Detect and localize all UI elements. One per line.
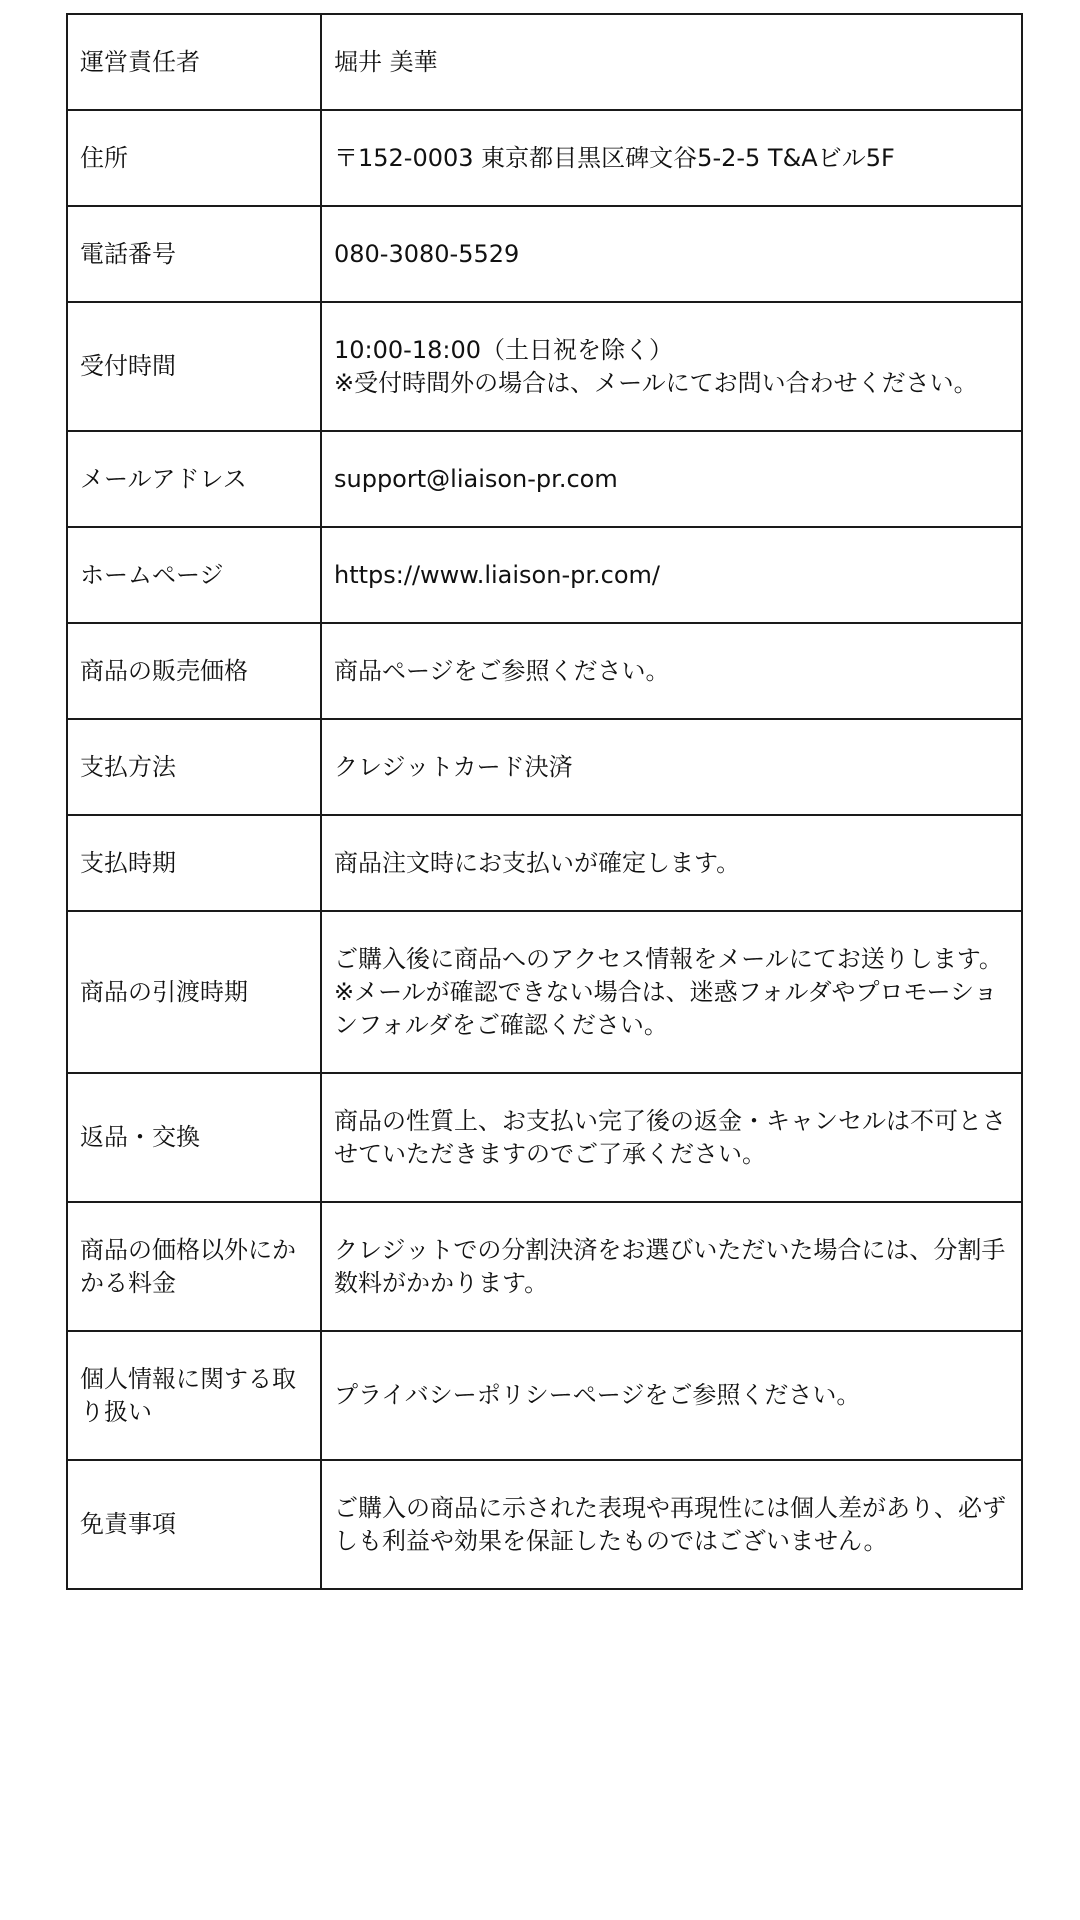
table-row bbox=[67, 110, 1022, 206]
row-value bbox=[321, 431, 1022, 527]
table-row bbox=[67, 815, 1022, 911]
table-row bbox=[67, 911, 1022, 1073]
row-value bbox=[321, 1073, 1022, 1202]
value-text: 堀井 美華 bbox=[334, 47, 438, 76]
value-text: ご購入の商品に示された表現や再現性には個人差があり、必ずしも利益や効果を保証したものではございません。 bbox=[334, 1493, 1006, 1555]
table-row bbox=[67, 1331, 1022, 1460]
row-label: 電話番号 bbox=[67, 206, 321, 302]
row-value bbox=[321, 527, 1022, 623]
value-text: 商品の性質上、お支払い完了後の返金・キャンセルは不可とさせていただきますのでご了承ください。 bbox=[334, 1106, 1006, 1168]
homepage-link[interactable]: https://www.liaison-pr.com/ bbox=[334, 560, 660, 589]
value-text: 商品ページをご参照ください。 bbox=[334, 656, 670, 685]
row-label: 運営責任者 bbox=[67, 14, 321, 110]
row-label: 個人情報に関する取り扱い bbox=[67, 1331, 321, 1460]
value-text: 10:00-18:00（土日祝を除く） bbox=[334, 335, 673, 364]
row-value bbox=[321, 1202, 1022, 1331]
value-text: 〒152-0003 東京都目黒区碑文谷5-2-5 T&Aビル5F bbox=[334, 143, 895, 172]
table-row bbox=[67, 527, 1022, 623]
row-label: ホームページ bbox=[67, 527, 321, 623]
email-link[interactable]: support@liaison-pr.com bbox=[334, 464, 618, 493]
table-row bbox=[67, 1460, 1022, 1589]
row-value bbox=[321, 302, 1022, 431]
value-text: 080-3080-5529 bbox=[334, 239, 520, 268]
commerce-law-table-container bbox=[66, 13, 1023, 1590]
value-text: クレジットカード決済 bbox=[334, 752, 573, 781]
row-value bbox=[321, 911, 1022, 1073]
row-label: 支払方法 bbox=[67, 719, 321, 815]
commerce-law-table bbox=[66, 13, 1023, 1590]
table-row bbox=[67, 206, 1022, 302]
value-text: クレジットでの分割決済をお選びいただいた場合には、分割手数料がかかります。 bbox=[334, 1235, 1006, 1297]
row-label: 免責事項 bbox=[67, 1460, 321, 1589]
row-value bbox=[321, 14, 1022, 110]
row-value bbox=[321, 1460, 1022, 1589]
row-value bbox=[321, 206, 1022, 302]
privacy-policy-link: プライバシーポリシーページをご参照ください。 bbox=[334, 1381, 861, 1409]
row-value bbox=[321, 719, 1022, 815]
row-value bbox=[321, 623, 1022, 719]
table-row bbox=[67, 1202, 1022, 1331]
table-row bbox=[67, 14, 1022, 110]
row-label: 住所 bbox=[67, 110, 321, 206]
row-value bbox=[321, 110, 1022, 206]
table-row bbox=[67, 1073, 1022, 1202]
row-value bbox=[321, 815, 1022, 911]
value-text: 商品注文時にお支払いが確定します。 bbox=[334, 848, 741, 877]
row-label: 商品の価格以外にかかる料金 bbox=[67, 1202, 321, 1331]
table-row bbox=[67, 719, 1022, 815]
value-text: ※メールが確認できない場合は、迷惑フォルダやプロモーションフォルダをご確認ください。 bbox=[334, 977, 998, 1039]
table-row bbox=[67, 431, 1022, 527]
row-label: メールアドレス bbox=[67, 431, 321, 527]
row-label: 商品の販売価格 bbox=[67, 623, 321, 719]
table-row bbox=[67, 623, 1022, 719]
table-row bbox=[67, 302, 1022, 431]
row-label: 支払時期 bbox=[67, 815, 321, 911]
row-value bbox=[321, 1331, 1022, 1460]
value-text: ご購入後に商品へのアクセス情報をメールにてお送りします。 bbox=[334, 944, 1003, 973]
value-text: ※受付時間外の場合は、メールにてお問い合わせください。 bbox=[334, 368, 978, 397]
row-label: 受付時間 bbox=[67, 302, 321, 431]
row-label: 返品・交換 bbox=[67, 1073, 321, 1202]
row-label: 商品の引渡時期 bbox=[67, 911, 321, 1073]
